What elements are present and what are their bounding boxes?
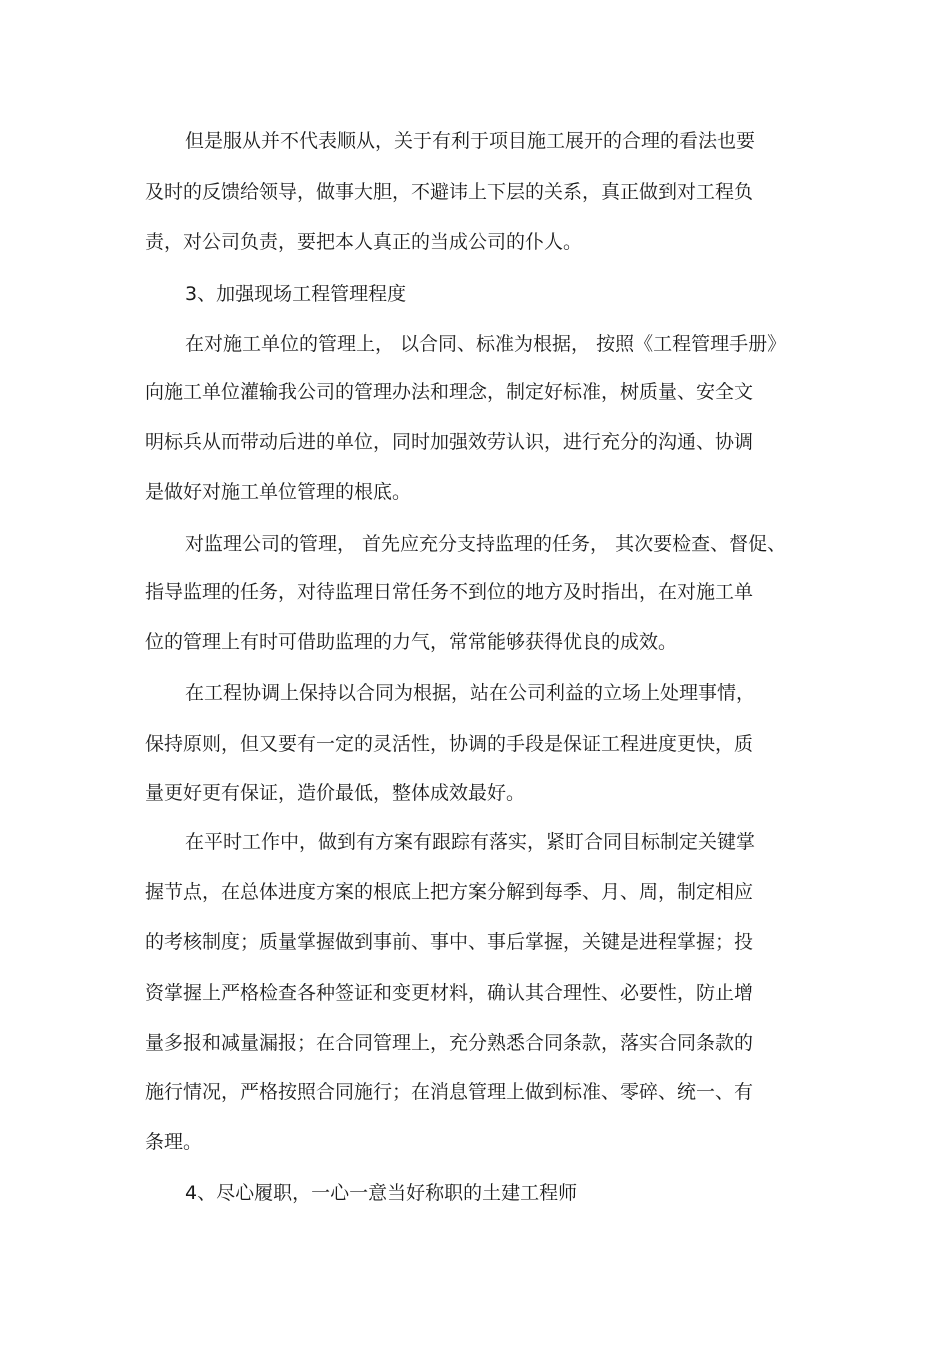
paragraph-line: 位的管理上有时可借助监理的力气，常常能够获得优良的成效。 — [145, 631, 678, 653]
paragraph-line: 指导监理的任务，对待监理日常任务不到位的地方及时指出，在对施工单 — [145, 581, 754, 603]
paragraph-line: 条理。 — [145, 1131, 203, 1153]
paragraph-line: 保持原则，但又要有一定的灵活性，协调的手段是保证工程进度更快，质 — [145, 733, 754, 755]
paragraph-line: 及时的反馈给领导，做事大胆，不避讳上下层的关系，真正做到对工程负 — [145, 181, 754, 203]
paragraph-line: 量更好更有保证，造价最低，整体成效最好。 — [145, 782, 526, 804]
paragraph-line: 量多报和减量漏报；在合同管理上，充分熟悉合同条款，落实合同条款的 — [145, 1032, 754, 1054]
section-heading: 4、尽心履职，一心一意当好称职的土建工程师 — [185, 1182, 578, 1204]
paragraph-line: 向施工单位灌输我公司的管理办法和理念，制定好标准，树质量、安全文 — [145, 381, 754, 403]
paragraph-line: 但是服从并不代表顺从，关于有利于项目施工展开的合理的看法也要 — [185, 130, 756, 152]
paragraph-line: 对监理公司的管理， 首先应充分支持监理的任务， 其次要检查、督促、 — [185, 533, 787, 555]
paragraph-line: 在对施工单位的管理上， 以合同、标准为根据， 按照《工程管理手册》 — [185, 333, 787, 355]
paragraph-line: 资掌握上严格检查各种签证和变更材料，确认其合理性、必要性，防止增 — [145, 982, 754, 1004]
paragraph-line: 在平时工作中，做到有方案有跟踪有落实，紧盯合同目标制定关键掌 — [185, 831, 756, 853]
paragraph-line: 施行情况，严格按照合同施行；在消息管理上做到标准、零碎、统一、有 — [145, 1081, 754, 1103]
paragraph-line: 在工程协调上保持以合同为根据，站在公司利益的立场上处理事情， — [185, 682, 756, 704]
paragraph-line: 是做好对施工单位管理的根底。 — [145, 481, 412, 503]
paragraph-line: 的考核制度；质量掌握做到事前、事中、事后掌握，关键是进程掌握；投 — [145, 931, 754, 953]
paragraph-line: 握节点，在总体进度方案的根底上把方案分解到每季、月、周，制定相应 — [145, 881, 754, 903]
paragraph-line: 明标兵从而带动后进的单位，同时加强效劳认识，进行充分的沟通、协调 — [145, 431, 754, 453]
section-heading: 3、加强现场工程管理程度 — [185, 283, 407, 305]
paragraph-line: 责，对公司负责，要把本人真正的当成公司的仆人。 — [145, 231, 583, 253]
